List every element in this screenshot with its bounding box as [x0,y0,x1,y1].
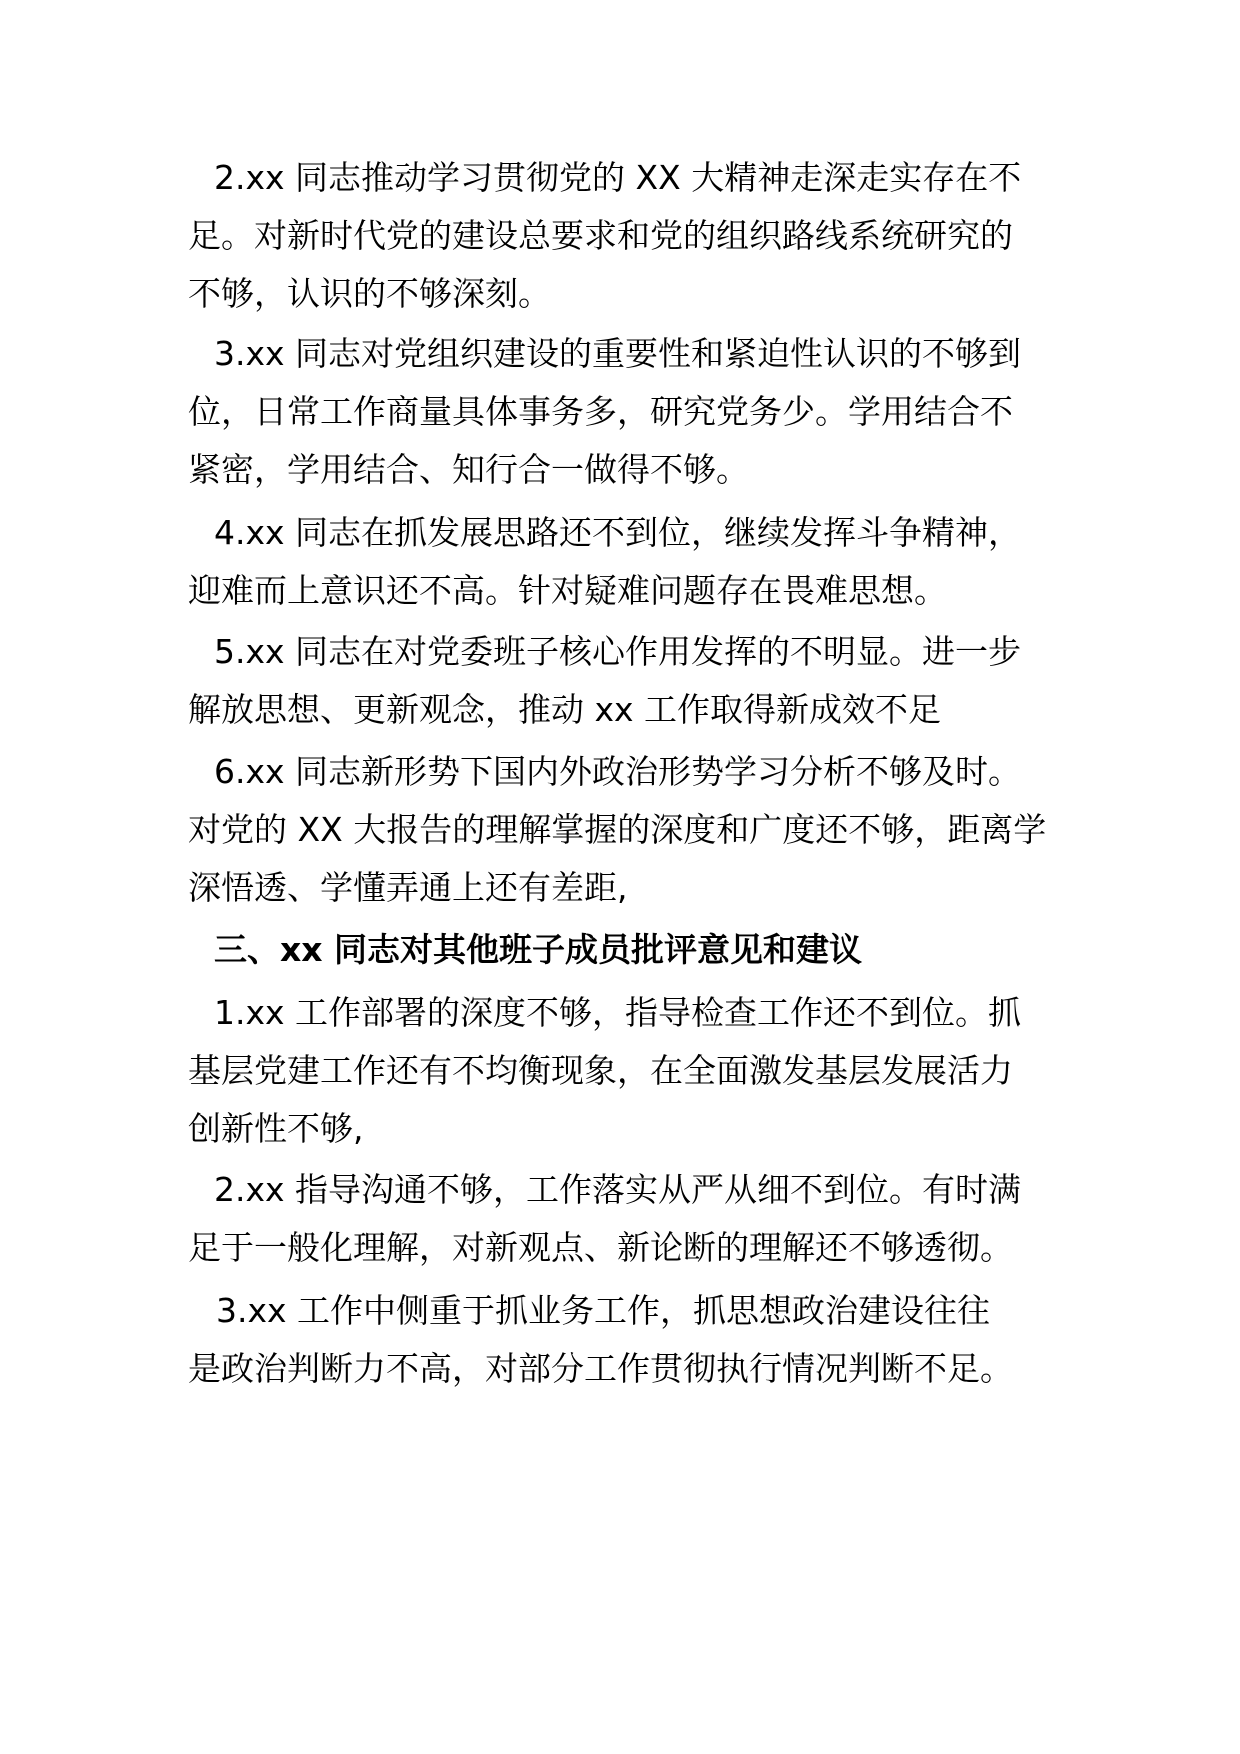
section-paragraph-1-line-1: 1.xx 工作部署的深度不够，指导检查工作还不到位。抓 [214,993,1022,1032]
paragraph-6-line-1: 6.xx 同志新形势下国内外政治形势学习分析不够及时。 [214,752,1022,791]
section-paragraph-2-line-2: 足于一般化理解，对新观点、新论断的理解还不够透彻。 [188,1228,1013,1267]
paragraph-4-line-2: 迎难而上意识还不高。针对疑难问题存在畏难思想。 [188,571,947,610]
section-heading: 三、xx 同志对其他班子成员批评意见和建议 [214,930,863,969]
paragraph-3-line-2: 位，日常工作商量具体事务多，研究党务少。学用结合不 [188,392,1013,431]
paragraph-3-line-3: 紧密，学用结合、知行合一做得不够。 [188,450,749,489]
section-paragraph-1-line-2: 基层党建工作还有不均衡现象，在全面激发基层发展活力 [188,1051,1013,1090]
paragraph-2-line-1: 2.xx 同志推动学习贯彻党的 XX 大精神走深走实存在不 [214,158,1022,197]
paragraph-4-line-1: 4.xx 同志在抓发展思路还不到位，继续发挥斗争精神， [214,513,1022,552]
paragraph-2-line-2: 足。对新时代党的建设总要求和党的组织路线系统研究的 [188,216,1013,255]
section-paragraph-3-line-1: 3.xx 工作中侧重于抓业务工作，抓思想政治建设往往 [216,1291,991,1330]
section-paragraph-3-line-2: 是政治判断力不高，对部分工作贯彻执行情况判断不足。 [188,1349,1013,1388]
paragraph-5-line-1: 5.xx 同志在对党委班子核心作用发挥的不明显。进一步 [214,632,1022,671]
paragraph-5-line-2: 解放思想、更新观念，推动 xx 工作取得新成效不足 [188,690,942,729]
paragraph-2-line-3: 不够，认识的不够深刻。 [188,274,551,313]
paragraph-3-line-1: 3.xx 同志对党组织建设的重要性和紧迫性认识的不够到 [214,334,1022,373]
section-paragraph-1-line-3: 创新性不够, [188,1109,364,1148]
paragraph-6-line-2: 对党的 XX 大报告的理解掌握的深度和广度还不够，距离学 [188,810,1047,849]
paragraph-6-line-3: 深悟透、学懂弄通上还有差距, [188,868,628,907]
section-paragraph-2-line-1: 2.xx 指导沟通不够，工作落实从严从细不到位。有时满 [214,1170,1022,1209]
